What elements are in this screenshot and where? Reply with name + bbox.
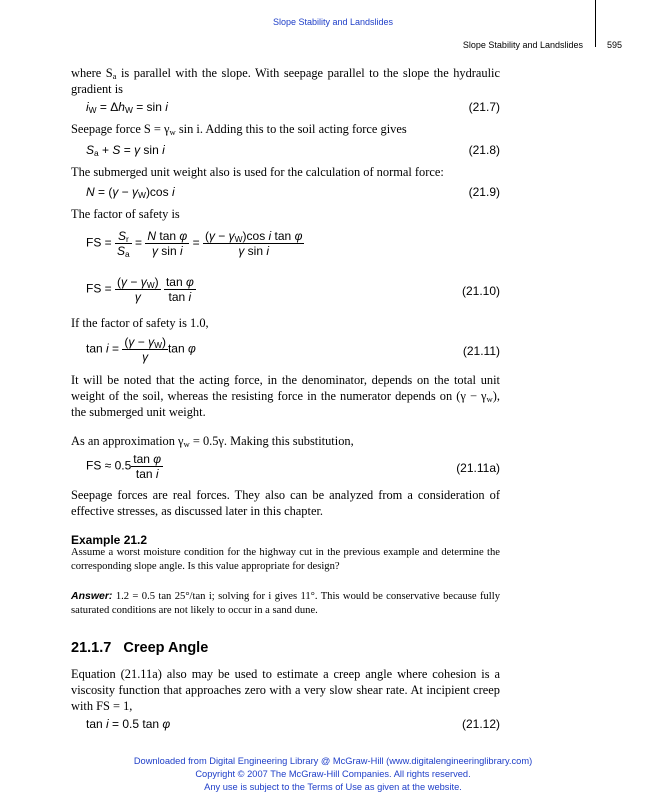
paragraph-1: where $S_a$ is parallel with the slope. With seepage parallel to the slope the hydraulic gradient is: [71, 66, 500, 96]
equation-21-11: tan i = $\frac{(\gamma - \gamma_W)}{\gamma}$ tan φ: [86, 335, 196, 364]
equation-number: (21.11a): [456, 461, 500, 475]
example-title: Example 21.2: [71, 533, 148, 547]
paragraph-9: Equation (21.11a) also may be used to estimate a creep angle where cohesion is a viscosity function that approaches zero with a very slow shear rate. At incipient creep with FS = 1,: [71, 667, 500, 713]
equation-21-9: $N = (\gamma - \gamma_W)\cos$ i: [86, 185, 175, 200]
footer: [0, 755, 666, 794]
example-text: Assume a worst moisture condition for the highway cut in the previous example and determine the corresponding slope angle. Is this value appropriate for design?: [71, 547, 500, 572]
page-number: 595: [607, 40, 623, 50]
equation-number: (21.7): [468, 100, 500, 114]
equation-21-12: tan i = 0.5 tan φ: [86, 717, 171, 731]
section-header: Slope Stability and Landslides: [462, 40, 583, 50]
paragraph-4: The factor of safety is: [71, 207, 180, 221]
equation-number: (21.12): [461, 717, 500, 731]
footer-download-link[interactable]: Downloaded from Digital Engineering Library @ McGraw-Hill (www.digitalengineeringlibrary.com): [133, 756, 533, 766]
example-answer: Answer: 1.2 = 0.5 tan 25°/tan i; solving for i gives 11°. This would be conservative because fully saturated conditions are not likely to occur in a sand dune.: [71, 590, 500, 616]
equation-number: (21.11): [462, 344, 500, 358]
equation-21-11a: FS ≈ 0.5 $\frac{\text{tan φ}}{\text{tan i}}$: [86, 452, 162, 481]
equation-21-7: $i_W = \Delta h_W = \sin i$: [86, 100, 168, 115]
paragraph-8: Seepage forces are real forces. They also can be analyzed from a consideration of effective stresses, as discussed later in this chapter.: [71, 488, 500, 518]
running-header: Slope Stability and Landslides: [272, 17, 394, 27]
paragraph-5: If the factor of safety is 1.0,: [71, 316, 209, 330]
equation-number: (21.8): [468, 143, 500, 157]
paragraph-2: Seepage force $S = \gamma_w$ sin i. Adding this to the soil acting force gives: [71, 122, 407, 137]
header-rule: [595, 0, 596, 47]
footer-terms-link[interactable]: Any use is subject to the Terms of Use as given at the website.: [204, 782, 462, 792]
section-heading: 21.1.7 Creep Angle: [71, 640, 209, 656]
equation-number: (21.9): [468, 185, 500, 199]
equation-number: (21.10): [461, 284, 500, 298]
paragraph-3: The submerged unit weight also is used for the calculation of normal force:: [71, 165, 444, 179]
equation-fs-definition: FS = $\frac{S_r}{S_a}$ = $\frac{\text{N tan φ}}{\text{γ sin i}}$ = $\frac{(\gamma - \gamma_W)\cos i \tan \varphi}{\text{γ sin i}}$: [86, 229, 303, 259]
footer-copyright: Copyright © 2007 The McGraw-Hill Companies. All rights reserved.: [195, 769, 471, 779]
equation-21-10: FS = $\frac{(\gamma - \gamma_W)}{\gamma}$ $\frac{\text{tan φ}}{\text{tan i}}$: [86, 275, 194, 304]
paragraph-7: As an approximation $\gamma_w = 0.5\gamma$. Making this substitution,: [71, 434, 354, 449]
paragraph-6: It will be noted that the acting force, in the denominator, depends on the total unit weight of the soil, whereas the resisting force in the numerator depends on $(\gamma - \gamma_w)$, the submerged unit weight.: [71, 373, 500, 419]
equation-21-8: $S_a + S = \gamma$ sin i: [86, 143, 165, 158]
